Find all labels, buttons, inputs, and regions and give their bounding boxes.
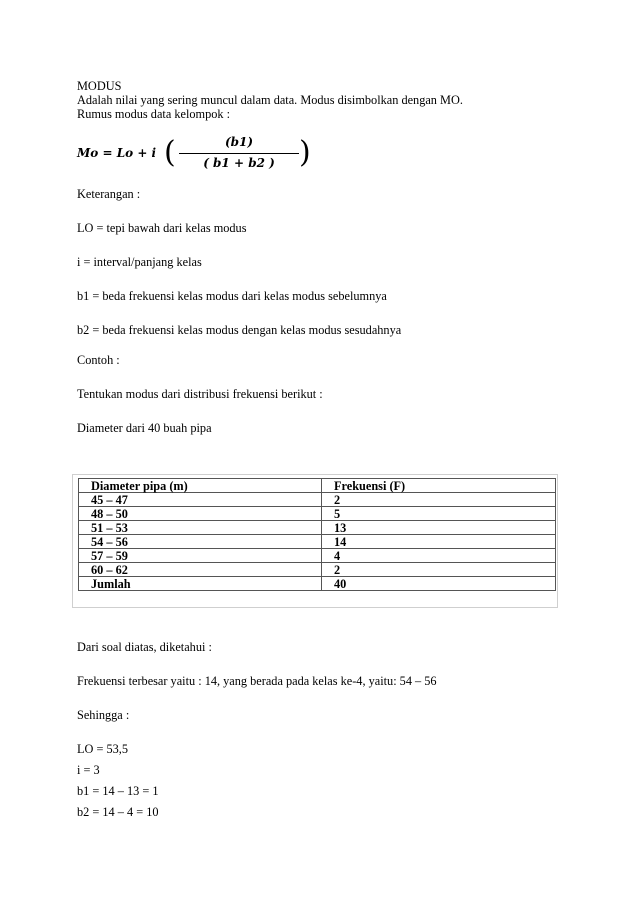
result-lo: LO = 53,5	[77, 742, 128, 756]
table-caption: Diameter dari 40 buah pipa	[77, 421, 212, 435]
cell-total-label: Jumlah	[79, 577, 322, 591]
table-row	[79, 521, 556, 535]
definition-b1: b1 = beda frekuensi kelas modus dari kelas modus sebelumnya	[77, 289, 387, 303]
cell-frekuensi: 4	[322, 549, 556, 563]
result-b2: b2 = 14 – 4 = 10	[77, 805, 159, 819]
mode-formula	[77, 134, 311, 174]
formula-left-paren: (	[164, 135, 176, 170]
keterangan-label: Keterangan :	[77, 187, 141, 201]
fraction-bar	[179, 153, 299, 154]
intro-text: Adalah nilai yang sering muncul dalam data. Modus disimbolkan dengan MO.	[77, 93, 463, 107]
contoh-label: Contoh :	[77, 353, 120, 367]
cell-diameter: 45 – 47	[79, 493, 322, 507]
cell-frekuensi: 14	[322, 535, 556, 549]
header-frekuensi: Frekuensi (F)	[322, 479, 556, 493]
table-row	[79, 507, 556, 521]
definition-b2: b2 = beda frekuensi kelas modus dengan kelas modus sesudahnya	[77, 323, 402, 337]
cell-frekuensi: 2	[322, 493, 556, 507]
title: MODUS	[77, 79, 122, 93]
formula-lhs: Mo = Lo + i	[77, 146, 157, 160]
cell-diameter: 57 – 59	[79, 549, 322, 563]
cell-diameter: 60 – 62	[79, 563, 322, 577]
largest-frequency-text: Frekuensi terbesar yaitu : 14, yang berada pada kelas ke-4, yaitu: 54 – 56	[77, 674, 437, 688]
formula-denominator: ( b1 + b2 )	[203, 156, 275, 170]
definition-i: i = interval/panjang kelas	[77, 255, 202, 269]
definition-lo: LO = tepi bawah dari kelas modus	[77, 221, 247, 235]
table-row	[79, 535, 556, 549]
result-b1: b1 = 14 – 13 = 1	[77, 784, 159, 798]
known-label: Dari soal diatas, diketahui :	[77, 640, 212, 654]
cell-diameter: 54 – 56	[79, 535, 322, 549]
sehingga-label: Sehingga :	[77, 708, 130, 722]
table-total-row	[79, 577, 556, 591]
cell-total-value: 40	[322, 577, 556, 591]
table-row	[79, 563, 556, 577]
cell-frekuensi: 2	[322, 563, 556, 577]
formula-label: Rumus modus data kelompok :	[77, 107, 231, 121]
frequency-table	[78, 478, 556, 591]
result-i: i = 3	[77, 763, 100, 777]
header-diameter: Diameter pipa (m)	[79, 479, 322, 493]
table-row	[79, 549, 556, 563]
formula-numerator: (b1)	[224, 135, 254, 149]
cell-frekuensi: 13	[322, 521, 556, 535]
formula-right-paren: )	[299, 135, 311, 170]
table-header-row	[79, 479, 556, 493]
question-text: Tentukan modus dari distribusi frekuensi berikut :	[77, 387, 323, 401]
table-row	[79, 493, 556, 507]
cell-diameter: 51 – 53	[79, 521, 322, 535]
cell-diameter: 48 – 50	[79, 507, 322, 521]
cell-frekuensi: 5	[322, 507, 556, 521]
